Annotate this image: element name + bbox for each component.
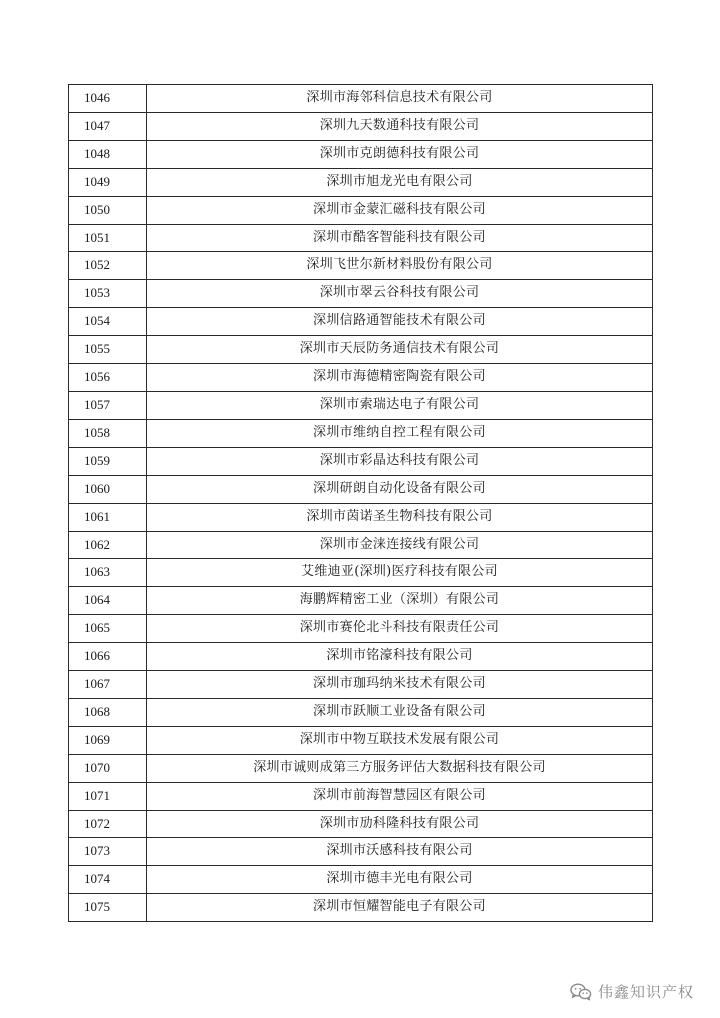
table-row — [69, 754, 653, 782]
table-row — [69, 308, 653, 336]
table-row — [69, 280, 653, 308]
company-name: 深圳市赛伦北斗科技有限责任公司 — [147, 615, 653, 643]
company-name: 深圳市彩晶达科技有限公司 — [147, 447, 653, 475]
row-number: 1050 — [69, 196, 147, 224]
table-row — [69, 475, 653, 503]
row-number: 1066 — [69, 643, 147, 671]
company-list-table — [68, 84, 653, 922]
row-number: 1061 — [69, 503, 147, 531]
row-number: 1048 — [69, 140, 147, 168]
company-name: 深圳研朗自动化设备有限公司 — [147, 475, 653, 503]
company-name: 深圳市前海智慧园区有限公司 — [147, 782, 653, 810]
table-row — [69, 531, 653, 559]
row-number: 1068 — [69, 698, 147, 726]
company-name: 深圳市克朗德科技有限公司 — [147, 140, 653, 168]
table-row — [69, 196, 653, 224]
company-name: 艾维迪亚(深圳)医疗科技有限公司 — [147, 559, 653, 587]
company-name: 深圳市茵诺圣生物科技有限公司 — [147, 503, 653, 531]
table-row — [69, 894, 653, 922]
company-name: 深圳市诚则成第三方服务评估大数据科技有限公司 — [147, 754, 653, 782]
table-row — [69, 112, 653, 140]
table-row — [69, 168, 653, 196]
company-name: 深圳市海德精密陶瓷有限公司 — [147, 364, 653, 392]
company-name: 深圳飞世尔新材料股份有限公司 — [147, 252, 653, 280]
table-row — [69, 615, 653, 643]
company-name: 深圳市铭濠科技有限公司 — [147, 643, 653, 671]
company-name: 深圳市旭龙光电有限公司 — [147, 168, 653, 196]
table-row — [69, 419, 653, 447]
row-number: 1062 — [69, 531, 147, 559]
table-row — [69, 726, 653, 754]
wechat-icon — [570, 983, 592, 1001]
table-row — [69, 671, 653, 699]
row-number: 1071 — [69, 782, 147, 810]
row-number: 1052 — [69, 252, 147, 280]
company-name: 深圳市劢科隆科技有限公司 — [147, 810, 653, 838]
row-number: 1072 — [69, 810, 147, 838]
row-number: 1067 — [69, 671, 147, 699]
company-name: 深圳九天数通科技有限公司 — [147, 112, 653, 140]
company-name: 深圳市跃顺工业设备有限公司 — [147, 698, 653, 726]
row-number: 1070 — [69, 754, 147, 782]
company-name: 海鹏辉精密工业（深圳）有限公司 — [147, 587, 653, 615]
row-number: 1055 — [69, 336, 147, 364]
company-name: 深圳信路通智能技术有限公司 — [147, 308, 653, 336]
company-name: 深圳市金涞连接线有限公司 — [147, 531, 653, 559]
table-row — [69, 447, 653, 475]
company-name: 深圳市恒耀智能电子有限公司 — [147, 894, 653, 922]
row-number: 1058 — [69, 419, 147, 447]
table-row — [69, 559, 653, 587]
table-row — [69, 643, 653, 671]
row-number: 1049 — [69, 168, 147, 196]
row-number: 1053 — [69, 280, 147, 308]
table-row — [69, 364, 653, 392]
row-number: 1057 — [69, 391, 147, 419]
row-number: 1063 — [69, 559, 147, 587]
row-number: 1074 — [69, 866, 147, 894]
table-row — [69, 587, 653, 615]
table-body — [69, 85, 653, 922]
table-row — [69, 503, 653, 531]
company-name: 深圳市翠云谷科技有限公司 — [147, 280, 653, 308]
company-name: 深圳市沃感科技有限公司 — [147, 838, 653, 866]
table-row — [69, 391, 653, 419]
row-number: 1059 — [69, 447, 147, 475]
table-row — [69, 85, 653, 113]
row-number: 1060 — [69, 475, 147, 503]
table-row — [69, 140, 653, 168]
row-number: 1073 — [69, 838, 147, 866]
table-row — [69, 838, 653, 866]
company-name: 深圳市维纳自控工程有限公司 — [147, 419, 653, 447]
row-number: 1065 — [69, 615, 147, 643]
row-number: 1047 — [69, 112, 147, 140]
table-row — [69, 698, 653, 726]
company-name: 深圳市中物互联技术发展有限公司 — [147, 726, 653, 754]
table-row — [69, 336, 653, 364]
table-row — [69, 252, 653, 280]
table-row — [69, 810, 653, 838]
row-number: 1075 — [69, 894, 147, 922]
table-row — [69, 866, 653, 894]
company-name: 深圳市天辰防务通信技术有限公司 — [147, 336, 653, 364]
row-number: 1054 — [69, 308, 147, 336]
row-number: 1056 — [69, 364, 147, 392]
table-row — [69, 782, 653, 810]
watermark-text: 伟鑫知识产权 — [597, 983, 694, 1001]
row-number: 1051 — [69, 224, 147, 252]
company-name: 深圳市索瑞达电子有限公司 — [147, 391, 653, 419]
company-name: 深圳市金蒙汇磁科技有限公司 — [147, 196, 653, 224]
company-name: 深圳市德丰光电有限公司 — [147, 866, 653, 894]
row-number: 1046 — [69, 85, 147, 113]
watermark — [570, 981, 694, 1002]
company-name: 深圳市珈玛纳米技术有限公司 — [147, 671, 653, 699]
company-name: 深圳市酷客智能科技有限公司 — [147, 224, 653, 252]
table-row — [69, 224, 653, 252]
row-number: 1069 — [69, 726, 147, 754]
company-name: 深圳市海邻科信息技术有限公司 — [147, 85, 653, 113]
row-number: 1064 — [69, 587, 147, 615]
